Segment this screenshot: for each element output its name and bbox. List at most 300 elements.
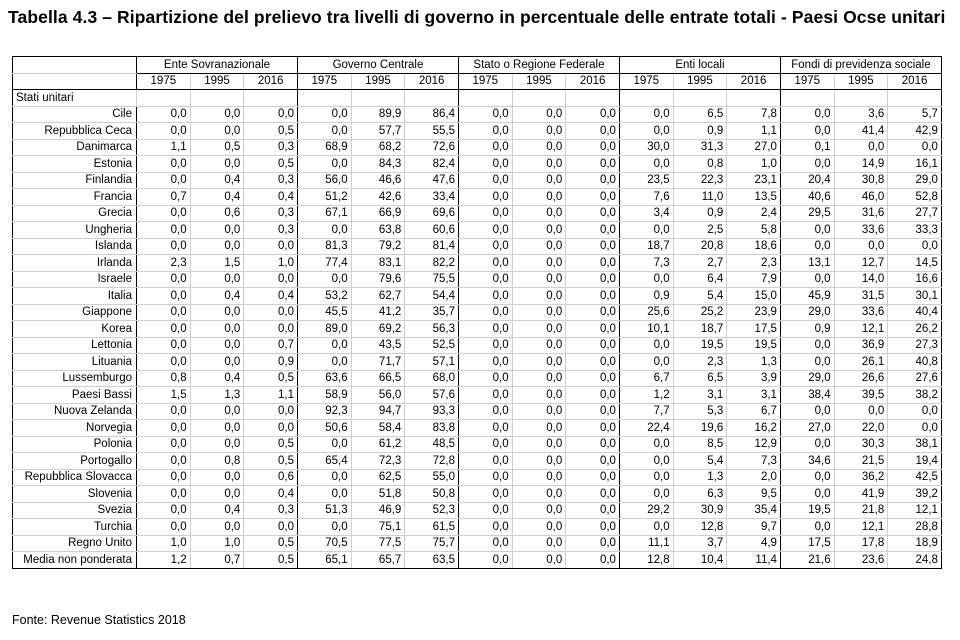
value-cell: 65,1 (298, 552, 352, 569)
value-cell: 0,0 (458, 519, 512, 536)
value-cell: 18,6 (727, 238, 781, 255)
value-cell: 68,9 (298, 139, 352, 156)
value-cell: 89,0 (298, 321, 352, 338)
value-cell: 79,2 (351, 238, 405, 255)
value-cell: 0,8 (137, 370, 191, 387)
value-cell: 1,3 (673, 469, 727, 486)
value-cell: 16,2 (727, 420, 781, 437)
country-name: Grecia (13, 205, 137, 222)
value-cell: 9,7 (727, 519, 781, 536)
country-name: Giappone (13, 304, 137, 321)
value-cell: 66,5 (351, 370, 405, 387)
value-cell: 0,0 (298, 469, 352, 486)
value-cell: 0,4 (244, 486, 298, 503)
value-cell: 2,3 (137, 255, 191, 272)
value-cell: 0,0 (566, 453, 620, 470)
value-cell: 0,0 (298, 222, 352, 239)
table-row (13, 502, 942, 519)
value-cell: 48,5 (405, 436, 459, 453)
value-cell: 7,7 (619, 403, 673, 420)
value-cell: 0,0 (298, 123, 352, 140)
value-cell: 0,0 (512, 321, 566, 338)
value-cell: 46,6 (351, 172, 405, 189)
value-cell: 86,4 (405, 106, 459, 123)
value-cell: 56,0 (298, 172, 352, 189)
value-cell: 0,0 (512, 288, 566, 305)
value-cell: 1,3 (727, 354, 781, 371)
value-cell: 12,8 (673, 519, 727, 536)
value-cell: 12,1 (834, 321, 888, 338)
value-cell: 3,9 (727, 370, 781, 387)
value-cell: 57,7 (351, 123, 405, 140)
value-cell: 0,0 (458, 535, 512, 552)
value-cell: 13,5 (727, 189, 781, 206)
value-cell: 21,8 (834, 502, 888, 519)
value-cell: 63,6 (298, 370, 352, 387)
value-cell: 30,0 (619, 139, 673, 156)
value-cell: 2,5 (673, 222, 727, 239)
value-cell: 53,2 (298, 288, 352, 305)
value-cell: 60,6 (405, 222, 459, 239)
value-cell: 0,0 (512, 189, 566, 206)
year-header-row (13, 73, 942, 90)
value-cell: 0,0 (566, 387, 620, 404)
value-cell: 1,3 (190, 387, 244, 404)
value-cell: 0,0 (780, 486, 834, 503)
value-cell: 42,5 (888, 469, 942, 486)
value-cell: 26,6 (834, 370, 888, 387)
value-cell: 3,6 (834, 106, 888, 123)
corner-cell (13, 73, 137, 90)
value-cell: 0,0 (566, 486, 620, 503)
country-name: Lituania (13, 354, 137, 371)
country-name: Lussemburgo (13, 370, 137, 387)
value-cell: 39,5 (834, 387, 888, 404)
country-name: Repubblica Ceca (13, 123, 137, 140)
value-cell: 1,1 (727, 123, 781, 140)
value-cell: 0,0 (137, 519, 191, 536)
value-cell: 7,9 (727, 271, 781, 288)
value-cell: 0,0 (190, 304, 244, 321)
value-cell: 0,0 (512, 552, 566, 569)
country-name: Regno Unito (13, 535, 137, 552)
value-cell: 33,4 (405, 189, 459, 206)
value-cell: 0,0 (566, 156, 620, 173)
value-cell: 94,7 (351, 403, 405, 420)
value-cell: 0,3 (244, 502, 298, 519)
value-cell: 29,5 (780, 205, 834, 222)
value-cell: 18,9 (888, 535, 942, 552)
value-cell: 0,0 (780, 271, 834, 288)
value-cell: 0,0 (458, 321, 512, 338)
table-row (13, 189, 942, 206)
value-cell: 0,0 (137, 354, 191, 371)
value-cell: 0,0 (780, 519, 834, 536)
country-name: Islanda (13, 238, 137, 255)
source-note: Fonte: Revenue Statistics 2018 (12, 613, 186, 627)
value-cell: 0,0 (458, 354, 512, 371)
value-cell: 62,5 (351, 469, 405, 486)
country-name: Danimarca (13, 139, 137, 156)
value-cell: 6,7 (619, 370, 673, 387)
value-cell: 9,5 (727, 486, 781, 503)
table-row (13, 453, 942, 470)
value-cell: 2,0 (727, 469, 781, 486)
value-cell: 0,0 (512, 535, 566, 552)
value-cell: 0,0 (619, 453, 673, 470)
table-row (13, 519, 942, 536)
value-cell: 0,0 (458, 420, 512, 437)
value-cell: 2,3 (727, 255, 781, 272)
value-cell: 51,2 (298, 189, 352, 206)
value-cell: 56,3 (405, 321, 459, 338)
value-cell: 31,6 (834, 205, 888, 222)
year-header: 1975 (137, 73, 191, 90)
value-cell: 10,1 (619, 321, 673, 338)
value-cell: 5,4 (673, 288, 727, 305)
value-cell: 0,0 (244, 271, 298, 288)
value-cell: 54,4 (405, 288, 459, 305)
value-cell: 0,0 (619, 271, 673, 288)
value-cell: 0,0 (190, 337, 244, 354)
value-cell: 0,0 (458, 139, 512, 156)
value-cell: 0,0 (512, 403, 566, 420)
table-row (13, 469, 942, 486)
value-cell: 0,0 (512, 271, 566, 288)
value-cell: 65,4 (298, 453, 352, 470)
value-cell: 33,6 (834, 304, 888, 321)
value-cell: 0,0 (888, 403, 942, 420)
value-cell: 0,0 (619, 156, 673, 173)
table-row (13, 552, 942, 569)
value-cell: 0,9 (244, 354, 298, 371)
value-cell: 0,0 (566, 502, 620, 519)
value-cell: 3,4 (619, 205, 673, 222)
value-cell: 61,5 (405, 519, 459, 536)
value-cell: 0,0 (512, 156, 566, 173)
value-cell: 19,5 (727, 337, 781, 354)
value-cell: 24,8 (888, 552, 942, 569)
value-cell: 0,0 (834, 238, 888, 255)
value-cell: 26,1 (834, 354, 888, 371)
value-cell: 41,4 (834, 123, 888, 140)
value-cell: 47,6 (405, 172, 459, 189)
value-cell: 0,0 (458, 337, 512, 354)
value-cell: 0,0 (566, 535, 620, 552)
table-row (13, 271, 942, 288)
value-cell: 29,0 (780, 304, 834, 321)
value-cell: 77,4 (298, 255, 352, 272)
value-cell: 7,3 (727, 453, 781, 470)
value-cell: 56,0 (351, 387, 405, 404)
value-cell: 0,0 (458, 469, 512, 486)
value-cell: 0,0 (780, 238, 834, 255)
table-row (13, 238, 942, 255)
corner-cell (13, 57, 137, 74)
country-name: Norvegia (13, 420, 137, 437)
value-cell: 0,0 (512, 106, 566, 123)
value-cell: 30,9 (673, 502, 727, 519)
value-cell: 38,4 (780, 387, 834, 404)
value-cell: 0,0 (619, 519, 673, 536)
section-row (13, 90, 942, 107)
value-cell: 14,5 (888, 255, 942, 272)
value-cell: 0,0 (458, 288, 512, 305)
value-cell: 8,5 (673, 436, 727, 453)
value-cell: 0,7 (190, 552, 244, 569)
table-row (13, 403, 942, 420)
value-cell: 0,0 (566, 552, 620, 569)
value-cell: 0,0 (512, 502, 566, 519)
value-cell: 1,1 (137, 139, 191, 156)
table-row (13, 321, 942, 338)
value-cell: 83,1 (351, 255, 405, 272)
value-cell: 0,1 (780, 139, 834, 156)
value-cell: 0,0 (137, 222, 191, 239)
value-cell: 27,0 (780, 420, 834, 437)
value-cell: 0,0 (190, 469, 244, 486)
value-cell: 0,0 (190, 156, 244, 173)
value-cell: 0,0 (512, 205, 566, 222)
value-cell: 0,0 (512, 486, 566, 503)
value-cell: 0,0 (458, 436, 512, 453)
value-cell: 0,0 (780, 403, 834, 420)
value-cell: 27,7 (888, 205, 942, 222)
value-cell: 0,0 (244, 238, 298, 255)
value-cell: 82,4 (405, 156, 459, 173)
country-name: Repubblica Slovacca (13, 469, 137, 486)
value-cell: 0,0 (190, 486, 244, 503)
value-cell: 0,0 (566, 255, 620, 272)
value-cell: 6,5 (673, 106, 727, 123)
value-cell: 0,0 (512, 337, 566, 354)
value-cell: 29,2 (619, 502, 673, 519)
value-cell: 19,5 (673, 337, 727, 354)
value-cell: 57,1 (405, 354, 459, 371)
value-cell: 29,0 (780, 370, 834, 387)
value-cell: 83,8 (405, 420, 459, 437)
value-cell: 58,9 (298, 387, 352, 404)
value-cell: 0,0 (780, 156, 834, 173)
value-cell: 0,4 (190, 502, 244, 519)
value-cell: 77,5 (351, 535, 405, 552)
value-cell: 2,3 (673, 354, 727, 371)
year-header: 1975 (619, 73, 673, 90)
value-cell: 0,0 (458, 502, 512, 519)
value-cell: 0,0 (566, 271, 620, 288)
value-cell: 1,2 (137, 552, 191, 569)
value-cell: 0,0 (458, 189, 512, 206)
year-header: 1995 (512, 73, 566, 90)
value-cell: 17,5 (780, 535, 834, 552)
value-cell: 7,8 (727, 106, 781, 123)
value-cell: 40,6 (780, 189, 834, 206)
table-row (13, 387, 942, 404)
value-cell: 0,9 (619, 288, 673, 305)
value-cell: 55,0 (405, 469, 459, 486)
value-cell: 0,4 (190, 288, 244, 305)
value-cell: 65,7 (351, 552, 405, 569)
value-cell: 0,0 (458, 304, 512, 321)
value-cell: 0,5 (244, 453, 298, 470)
value-cell: 0,0 (298, 271, 352, 288)
value-cell: 0,0 (888, 139, 942, 156)
value-cell: 0,0 (458, 238, 512, 255)
value-cell: 0,7 (244, 337, 298, 354)
value-cell: 0,0 (458, 205, 512, 222)
value-cell: 0,0 (566, 106, 620, 123)
value-cell: 0,0 (244, 420, 298, 437)
value-cell: 0,0 (512, 238, 566, 255)
value-cell: 0,5 (190, 139, 244, 156)
value-cell: 0,0 (244, 321, 298, 338)
value-cell: 75,1 (351, 519, 405, 536)
value-cell: 67,1 (298, 205, 352, 222)
value-cell: 0,0 (566, 205, 620, 222)
value-cell: 0,0 (298, 354, 352, 371)
value-cell: 0,0 (137, 271, 191, 288)
value-cell: 0,0 (458, 370, 512, 387)
value-cell: 0,0 (298, 486, 352, 503)
value-cell: 0,0 (566, 354, 620, 371)
group-header-row (13, 57, 942, 74)
value-cell: 0,0 (566, 304, 620, 321)
value-cell: 0,0 (566, 420, 620, 437)
table-row (13, 156, 942, 173)
value-cell: 52,5 (405, 337, 459, 354)
value-cell: 19,6 (673, 420, 727, 437)
value-cell: 0,0 (566, 139, 620, 156)
value-cell: 0,0 (512, 519, 566, 536)
value-cell: 6,5 (673, 370, 727, 387)
value-cell: 1,1 (244, 387, 298, 404)
value-cell: 0,0 (458, 172, 512, 189)
table-title: Tabella 4.3 – Ripartizione del prelievo tra livelli di governo in percentuale delle entrate totali - Paesi Ocse unitari (8, 7, 946, 27)
year-header: 1975 (298, 73, 352, 90)
value-cell: 0,4 (190, 172, 244, 189)
value-cell: 42,9 (888, 123, 942, 140)
value-cell: 0,0 (137, 403, 191, 420)
country-name: Italia (13, 288, 137, 305)
value-cell: 0,0 (566, 519, 620, 536)
value-cell: 23,1 (727, 172, 781, 189)
value-cell: 0,0 (190, 222, 244, 239)
year-header: 1975 (458, 73, 512, 90)
value-cell: 0,0 (619, 106, 673, 123)
value-cell: 6,3 (673, 486, 727, 503)
value-cell: 75,5 (405, 271, 459, 288)
value-cell: 0,0 (137, 205, 191, 222)
value-cell: 14,9 (834, 156, 888, 173)
group-header: Ente Sovranazionale (137, 57, 298, 74)
value-cell: 0,0 (780, 337, 834, 354)
value-cell: 3,1 (673, 387, 727, 404)
year-header: 1995 (351, 73, 405, 90)
value-cell: 0,0 (137, 321, 191, 338)
value-cell: 25,6 (619, 304, 673, 321)
country-name: Media non ponderata (13, 552, 137, 569)
value-cell: 0,0 (619, 337, 673, 354)
value-cell: 0,0 (298, 106, 352, 123)
value-cell: 6,7 (727, 403, 781, 420)
table-row (13, 486, 942, 503)
value-cell: 0,9 (673, 123, 727, 140)
value-cell: 16,6 (888, 271, 942, 288)
table-row (13, 288, 942, 305)
value-cell: 43,5 (351, 337, 405, 354)
value-cell: 42,6 (351, 189, 405, 206)
value-cell: 72,8 (405, 453, 459, 470)
value-cell: 0,3 (244, 222, 298, 239)
value-cell: 63,8 (351, 222, 405, 239)
value-cell: 0,0 (834, 139, 888, 156)
table-row (13, 354, 942, 371)
value-cell: 0,0 (458, 403, 512, 420)
value-cell: 0,0 (458, 387, 512, 404)
value-cell: 5,8 (727, 222, 781, 239)
value-cell: 0,0 (137, 420, 191, 437)
country-name: Paesi Bassi (13, 387, 137, 404)
value-cell: 0,0 (512, 123, 566, 140)
value-cell: 38,2 (888, 387, 942, 404)
value-cell: 71,7 (351, 354, 405, 371)
value-cell: 45,9 (780, 288, 834, 305)
value-cell: 41,2 (351, 304, 405, 321)
table-row (13, 123, 942, 140)
value-cell: 1,0 (190, 535, 244, 552)
value-cell: 31,3 (673, 139, 727, 156)
data-table (12, 56, 942, 569)
value-cell: 0,0 (566, 222, 620, 239)
year-header: 1995 (673, 73, 727, 90)
value-cell: 16,1 (888, 156, 942, 173)
value-cell: 0,0 (244, 106, 298, 123)
value-cell: 50,8 (405, 486, 459, 503)
value-cell: 36,9 (834, 337, 888, 354)
value-cell: 14,0 (834, 271, 888, 288)
value-cell: 11,1 (619, 535, 673, 552)
value-cell: 0,0 (566, 288, 620, 305)
value-cell: 0,0 (458, 106, 512, 123)
value-cell: 0,4 (190, 189, 244, 206)
value-cell: 6,4 (673, 271, 727, 288)
value-cell: 0,5 (244, 436, 298, 453)
group-header: Fondi di previdenza sociale (780, 57, 941, 74)
value-cell: 0,0 (190, 519, 244, 536)
value-cell: 29,0 (888, 172, 942, 189)
year-header: 1995 (190, 73, 244, 90)
country-name: Turchia (13, 519, 137, 536)
value-cell: 0,0 (458, 453, 512, 470)
value-cell: 0,0 (190, 321, 244, 338)
value-cell: 7,6 (619, 189, 673, 206)
value-cell: 89,9 (351, 106, 405, 123)
value-cell: 0,0 (566, 189, 620, 206)
value-cell: 18,7 (673, 321, 727, 338)
value-cell: 27,3 (888, 337, 942, 354)
value-cell: 58,4 (351, 420, 405, 437)
value-cell: 1,0 (244, 255, 298, 272)
value-cell: 0,0 (137, 238, 191, 255)
value-cell: 69,6 (405, 205, 459, 222)
value-cell: 7,3 (619, 255, 673, 272)
value-cell: 81,3 (298, 238, 352, 255)
value-cell: 0,0 (780, 354, 834, 371)
value-cell: 2,4 (727, 205, 781, 222)
value-cell: 11,4 (727, 552, 781, 569)
value-cell: 17,8 (834, 535, 888, 552)
value-cell: 0,0 (566, 238, 620, 255)
